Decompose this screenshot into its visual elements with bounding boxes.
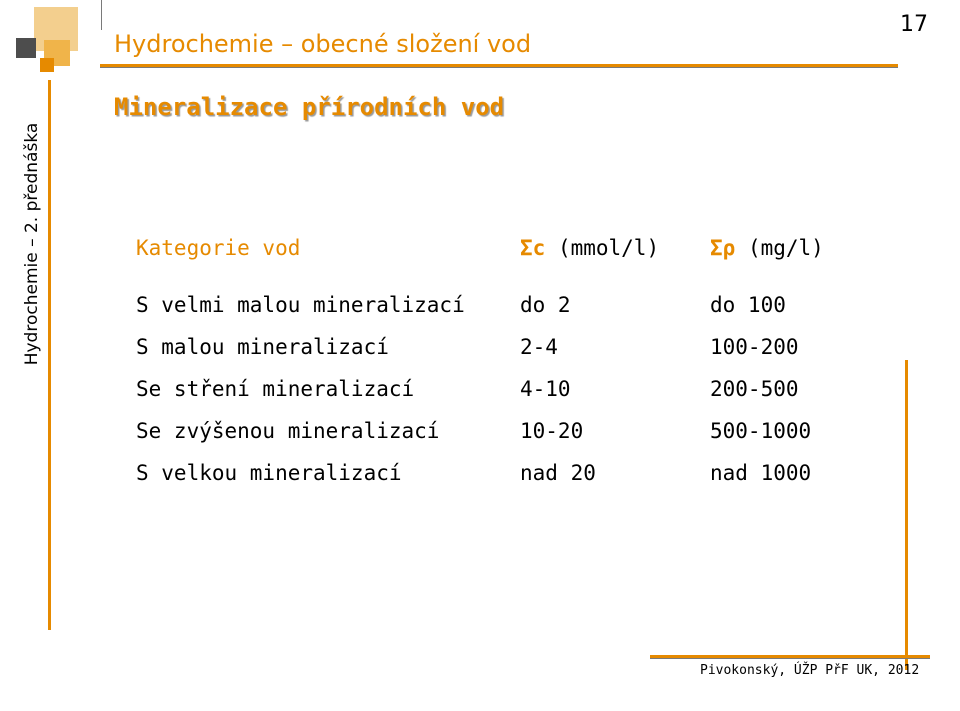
slide-title: Mineralizace přírodních vod [114, 93, 505, 121]
vertical-course-label: Hydrochemie – 2. přednáška [22, 122, 42, 366]
decor-square-orange [40, 58, 54, 72]
row-category: S velkou mineralizací [136, 461, 402, 485]
top-vertical-rule [101, 0, 102, 30]
decor-square-dark [16, 38, 36, 58]
row-mg: nad 1000 [710, 461, 812, 485]
row-mmol: nad 20 [520, 461, 596, 485]
left-vertical-rule [48, 80, 51, 630]
row-mmol: do 2 [520, 293, 571, 317]
header-sum-c [520, 236, 659, 260]
row-mg: 200-500 [710, 377, 799, 401]
sum-rho-symbol: Σρ [710, 236, 736, 260]
header-category: Kategorie vod [136, 236, 301, 260]
footer-credit: Pivokonský, ÚŽP PřF UK, 2012 [700, 663, 920, 678]
page-number: 17 [900, 12, 928, 37]
header-title: Hydrochemie – obecné složení vod [114, 30, 532, 58]
row-category: S malou mineralizací [136, 335, 389, 359]
row-category: Se zvýšenou mineralizací [136, 419, 440, 443]
row-mmol: 4-10 [520, 377, 571, 401]
sum-c-symbol: Σc [520, 236, 546, 260]
row-mg: 100-200 [710, 335, 799, 359]
right-vertical-rule [905, 360, 908, 670]
row-mmol: 10-20 [520, 419, 584, 443]
header-rule-grey [100, 67, 898, 68]
row-mg: 500-1000 [710, 419, 812, 443]
row-category: S velmi malou mineralizací [136, 293, 465, 317]
footer-rule-grey [650, 658, 930, 659]
row-mmol: 2-4 [520, 335, 558, 359]
row-mg: do 100 [710, 293, 786, 317]
header-sum-rho [710, 236, 824, 260]
sum-rho-unit: (mg/l) [735, 236, 824, 260]
row-category: Se stření mineralizací [136, 377, 415, 401]
sum-c-unit: (mmol/l) [545, 236, 660, 260]
